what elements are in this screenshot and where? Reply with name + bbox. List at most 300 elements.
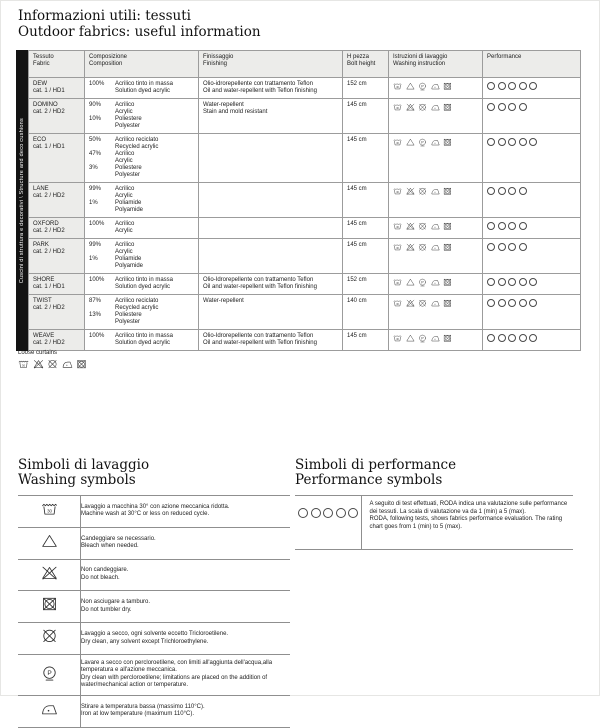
fabric-cell bbox=[29, 78, 85, 99]
composition-entry bbox=[89, 165, 194, 179]
performance-circle bbox=[487, 334, 495, 342]
dry-clean-x-icon bbox=[418, 187, 427, 195]
performance-cell bbox=[483, 295, 581, 330]
composition-name-en: Acrylic bbox=[115, 158, 133, 164]
fabric-name: TWIST bbox=[33, 298, 52, 304]
symbol-description-it: Stirare a temperatura bassa (massimo 110°C). bbox=[81, 703, 205, 710]
composition-pct: 1% bbox=[89, 256, 98, 262]
bolt-height-value: 145 cm bbox=[347, 186, 367, 192]
svg-text:30: 30 bbox=[396, 339, 399, 342]
symbol-description-cell bbox=[81, 527, 291, 559]
fabrics-table bbox=[28, 50, 581, 351]
symbol-description-cell bbox=[81, 623, 291, 655]
composition-names bbox=[115, 277, 194, 291]
column-header-it: Istruzioni di lavaggio bbox=[393, 54, 448, 60]
bleach-icon bbox=[406, 334, 415, 342]
column-header bbox=[483, 51, 581, 78]
symbol-cell bbox=[18, 591, 81, 623]
performance-rating bbox=[487, 102, 576, 111]
finishing-en: Oil and water-repellent with Teflon finishing bbox=[203, 340, 317, 346]
bolt-height-cell bbox=[343, 99, 389, 134]
no-bleach-icon bbox=[406, 222, 415, 230]
composition-entry bbox=[89, 221, 194, 235]
column-header-it: Performance bbox=[487, 54, 522, 60]
bleach-icon bbox=[41, 533, 58, 549]
washing-instruction-cell bbox=[389, 239, 483, 274]
symbol-description-it: Lavaggio a macchina 30° con azione meccanica ridotta. bbox=[81, 503, 230, 510]
performance-circle bbox=[498, 278, 506, 286]
dry-clean-p-icon bbox=[418, 138, 427, 146]
fabric-name: LANE bbox=[33, 186, 49, 192]
iron-low-icon bbox=[431, 187, 440, 195]
washing-instruction-cell bbox=[389, 274, 483, 295]
composition-pct: 100% bbox=[89, 333, 105, 339]
composition-name-en: Acrylic bbox=[115, 193, 133, 199]
bolt-height-value: 152 cm bbox=[347, 277, 367, 283]
performance-circle bbox=[519, 138, 527, 146]
svg-text:30: 30 bbox=[396, 192, 399, 195]
dry-clean-x-icon bbox=[418, 103, 427, 111]
fabric-name: SHORE bbox=[33, 277, 55, 283]
composition-name-en: Recycled acrylic bbox=[115, 144, 159, 150]
composition-name-it: Acrilico tinto in massa bbox=[115, 81, 174, 87]
no-tumble-dry-icon bbox=[443, 138, 452, 146]
performance-circle bbox=[529, 299, 537, 307]
no-tumble-dry-icon bbox=[76, 359, 87, 369]
dry-clean-p-icon bbox=[418, 82, 427, 90]
washing-symbols-title-en: Washing symbols bbox=[18, 472, 136, 488]
composition-names bbox=[115, 256, 194, 270]
composition-names bbox=[115, 137, 194, 151]
washing-icon-strip bbox=[393, 81, 478, 90]
dry-clean-x-icon bbox=[418, 299, 427, 307]
composition-name-it: Acrilico bbox=[115, 221, 135, 227]
composition-names bbox=[115, 242, 194, 256]
fabrics-table-head bbox=[29, 51, 581, 78]
composition-entry bbox=[89, 186, 194, 200]
fabrics-table-section bbox=[16, 50, 580, 351]
composition-name-en: Polyester bbox=[115, 123, 141, 129]
composition-pct: 1% bbox=[89, 200, 98, 206]
performance-circle bbox=[529, 138, 537, 146]
iron-low-icon bbox=[431, 334, 440, 342]
composition-names bbox=[115, 102, 194, 116]
category-sidebar bbox=[16, 50, 28, 351]
wash-tub-30-icon bbox=[41, 501, 58, 517]
performance-cell bbox=[483, 218, 581, 239]
loose-curtains-label: Loose curtains bbox=[18, 350, 58, 356]
svg-text:30: 30 bbox=[396, 248, 399, 251]
composition-pct: 87% bbox=[89, 298, 102, 304]
composition-entry bbox=[89, 151, 194, 165]
composition-entry bbox=[89, 137, 194, 151]
composition-name-en: Solution dyed acrylic bbox=[115, 284, 171, 290]
dry-clean-p-icon bbox=[418, 334, 427, 342]
no-tumble-dry-icon bbox=[443, 82, 452, 90]
iron-low-icon bbox=[431, 243, 440, 251]
washing-instruction-cell bbox=[389, 330, 483, 351]
symbol-description-it: Candeggiare se necessario. bbox=[81, 535, 156, 542]
washing-symbol-row bbox=[18, 496, 290, 528]
performance-circle bbox=[498, 222, 506, 230]
composition-name-en: Recycled acrylic bbox=[115, 305, 159, 311]
composition-name-it: Acrilico reciclato bbox=[115, 298, 159, 304]
finishing-cell bbox=[199, 99, 343, 134]
column-header bbox=[389, 51, 483, 78]
column-header-it: Finissaggio bbox=[203, 54, 234, 60]
performance-circle bbox=[508, 334, 516, 342]
no-bleach-icon bbox=[406, 103, 415, 111]
page-title-it: Informazioni utili: tessuti bbox=[18, 8, 191, 24]
fabric-cell bbox=[29, 295, 85, 330]
dry-clean-p-icon bbox=[41, 665, 58, 681]
column-header-it: H pezza bbox=[347, 54, 370, 60]
composition-name-it: Poliamide bbox=[115, 256, 142, 262]
performance-symbols-title-it: Simboli di performance bbox=[295, 457, 457, 473]
composition-names bbox=[115, 333, 194, 347]
composition-pct: 100% bbox=[89, 221, 105, 227]
performance-symbols-title-en: Performance symbols bbox=[295, 472, 443, 488]
fabric-row-dew bbox=[29, 78, 581, 99]
washing-instruction-cell bbox=[389, 78, 483, 99]
bolt-height-cell bbox=[343, 78, 389, 99]
iron-low-icon bbox=[431, 82, 440, 90]
dry-clean-x-icon bbox=[418, 222, 427, 230]
column-header bbox=[85, 51, 199, 78]
bolt-height-cell bbox=[343, 134, 389, 183]
finishing-en: Oil and water-repellent with Teflon finishing bbox=[203, 88, 317, 94]
fabric-row-shore bbox=[29, 274, 581, 295]
performance-circle bbox=[508, 138, 516, 146]
washing-icon-strip bbox=[393, 277, 478, 286]
washing-symbols-title-it: Simboli di lavaggio bbox=[18, 457, 150, 473]
composition-name-en: Polyester bbox=[115, 319, 141, 325]
washing-instruction-cell bbox=[389, 183, 483, 218]
performance-circle bbox=[519, 82, 527, 90]
no-bleach-icon bbox=[41, 565, 58, 581]
performance-cell bbox=[483, 274, 581, 295]
composition-cell bbox=[85, 239, 199, 274]
symbol-description-en: Iron at low temperature (maximum 110°C). bbox=[81, 711, 194, 718]
performance-circle bbox=[487, 222, 495, 230]
performance-circle bbox=[519, 222, 527, 230]
washing-instruction-cell bbox=[389, 295, 483, 330]
no-tumble-dry-icon bbox=[443, 278, 452, 286]
fabric-row-lane bbox=[29, 183, 581, 218]
composition-entry bbox=[89, 200, 194, 214]
fabric-category: cat. 1 / HD1 bbox=[33, 284, 65, 290]
no-tumble-dry-icon bbox=[443, 187, 452, 195]
performance-rating bbox=[487, 137, 576, 146]
performance-circle bbox=[508, 187, 516, 195]
washing-symbol-row bbox=[18, 591, 290, 623]
performance-rating bbox=[487, 277, 576, 286]
finishing-it: Water-repellent bbox=[203, 298, 244, 304]
washing-symbols-section bbox=[18, 458, 290, 728]
iron-low-icon bbox=[431, 138, 440, 146]
bolt-height-cell bbox=[343, 239, 389, 274]
fabric-category: cat. 2 / HD2 bbox=[33, 305, 65, 311]
svg-text:P: P bbox=[421, 140, 424, 145]
performance-circle bbox=[508, 103, 516, 111]
composition-name-en: Acrylic bbox=[115, 228, 133, 234]
washing-icon-strip bbox=[393, 102, 478, 111]
composition-name-en: Polyamide bbox=[115, 207, 144, 213]
dry-clean-x-icon bbox=[47, 359, 58, 369]
symbol-description-cell bbox=[81, 496, 291, 528]
performance-circle bbox=[529, 334, 537, 342]
symbol-description-cell bbox=[81, 654, 291, 695]
iron-low-icon bbox=[431, 299, 440, 307]
dry-clean-p-icon bbox=[418, 278, 427, 286]
composition-name-en: Polyester bbox=[115, 172, 141, 178]
symbol-description-it: Non asciugare a tamburo. bbox=[81, 599, 151, 606]
performance-description-en: RODA, following tests, shows fabrics performance evaluation. The rating chart goes from 1 (min) to 5 (max). bbox=[369, 516, 563, 530]
washing-symbols-table-body bbox=[18, 496, 290, 728]
wash-tub-30-icon bbox=[18, 359, 29, 369]
no-tumble-dry-icon bbox=[443, 103, 452, 111]
performance-rating bbox=[487, 333, 576, 342]
performance-cell bbox=[483, 78, 581, 99]
washing-symbols-table bbox=[18, 495, 290, 728]
bolt-height-value: 145 cm bbox=[347, 333, 367, 339]
fabric-row-weave bbox=[29, 330, 581, 351]
fabric-category: cat. 2 / HD2 bbox=[33, 249, 65, 255]
performance-description-cell bbox=[361, 496, 573, 550]
performance-circle bbox=[498, 299, 506, 307]
bolt-height-value: 145 cm bbox=[347, 137, 367, 143]
iron-low-icon bbox=[62, 359, 73, 369]
fabric-cell bbox=[29, 218, 85, 239]
composition-name-it: Poliestere bbox=[115, 165, 142, 171]
performance-circle bbox=[519, 299, 527, 307]
svg-text:30: 30 bbox=[396, 87, 399, 90]
composition-name-en: Acrylic bbox=[115, 109, 133, 115]
composition-cell bbox=[85, 134, 199, 183]
composition-name-en: Solution dyed acrylic bbox=[115, 88, 171, 94]
composition-name-en: Polyamide bbox=[115, 263, 144, 269]
bolt-height-value: 145 cm bbox=[347, 102, 367, 108]
washing-icon-strip bbox=[393, 221, 478, 230]
bolt-height-value: 145 cm bbox=[347, 221, 367, 227]
composition-cell bbox=[85, 330, 199, 351]
performance-scale-cell bbox=[295, 496, 361, 550]
wash-tub-30-icon bbox=[393, 187, 402, 195]
performance-symbols-section bbox=[295, 458, 573, 550]
composition-pct: 99% bbox=[89, 242, 102, 248]
wash-tub-30-icon bbox=[393, 243, 402, 251]
symbol-description-it: Lavare a secco con percloroetilene, con limiti all'aggiunta dell'acqua,alla temperatura e all'azione meccanica. bbox=[81, 659, 273, 674]
bleach-icon bbox=[406, 278, 415, 286]
performance-cell bbox=[483, 99, 581, 134]
bolt-height-value: 145 cm bbox=[347, 242, 367, 248]
performance-circle bbox=[487, 278, 495, 286]
composition-name-it: Acrilico bbox=[115, 151, 135, 157]
composition-entry bbox=[89, 312, 194, 326]
fabric-row-eco bbox=[29, 134, 581, 183]
svg-text:P: P bbox=[421, 336, 424, 341]
composition-pct: 47% bbox=[89, 151, 102, 157]
no-tumble-dry-icon bbox=[443, 334, 452, 342]
no-bleach-icon bbox=[406, 243, 415, 251]
no-tumble-dry-icon bbox=[41, 596, 58, 612]
symbol-cell bbox=[18, 527, 81, 559]
symbol-description-en: Dry clean, any solvent except Trichloroethylene. bbox=[81, 638, 209, 645]
finishing-cell bbox=[199, 183, 343, 218]
washing-instruction-cell bbox=[389, 99, 483, 134]
wash-tub-30-icon bbox=[393, 82, 402, 90]
wash-tub-30-icon bbox=[393, 103, 402, 111]
bleach-icon bbox=[406, 138, 415, 146]
performance-cell bbox=[483, 330, 581, 351]
column-header-en: Bolt height bbox=[347, 61, 376, 67]
composition-name-it: Poliestere bbox=[115, 116, 142, 122]
performance-circle bbox=[498, 334, 506, 342]
performance-circle bbox=[487, 187, 495, 195]
fabric-row-park bbox=[29, 239, 581, 274]
fabric-name: DEW bbox=[33, 81, 47, 87]
washing-icon-strip bbox=[393, 186, 478, 195]
performance-circle bbox=[498, 138, 506, 146]
performance-circle bbox=[323, 508, 333, 518]
no-bleach-icon bbox=[33, 359, 44, 369]
composition-pct: 90% bbox=[89, 102, 102, 108]
performance-circle bbox=[298, 508, 308, 518]
symbol-cell bbox=[18, 559, 81, 591]
performance-symbols-title bbox=[295, 458, 573, 488]
performance-rating bbox=[487, 298, 576, 307]
composition-cell bbox=[85, 99, 199, 134]
performance-rating bbox=[487, 242, 576, 251]
bolt-height-cell bbox=[343, 330, 389, 351]
performance-circle bbox=[348, 508, 358, 518]
fabric-name: DOMINO bbox=[33, 102, 58, 108]
iron-low-icon bbox=[431, 103, 440, 111]
finishing-cell bbox=[199, 78, 343, 99]
iron-low-icon bbox=[431, 278, 440, 286]
composition-entry bbox=[89, 277, 194, 291]
wash-tub-30-icon bbox=[393, 299, 402, 307]
composition-entry bbox=[89, 298, 194, 312]
performance-circle bbox=[498, 103, 506, 111]
composition-cell bbox=[85, 78, 199, 99]
composition-entry bbox=[89, 256, 194, 270]
performance-circle bbox=[487, 138, 495, 146]
fabric-cell bbox=[29, 134, 85, 183]
composition-names bbox=[115, 200, 194, 214]
svg-text:30: 30 bbox=[396, 108, 399, 111]
washing-symbol-row bbox=[18, 527, 290, 559]
fabrics-header-row bbox=[29, 51, 581, 78]
symbol-cell bbox=[18, 654, 81, 695]
performance-circle bbox=[519, 187, 527, 195]
svg-text:P: P bbox=[421, 84, 424, 89]
washing-icon-strip bbox=[393, 333, 478, 342]
composition-pct: 10% bbox=[89, 116, 102, 122]
washing-icon-strip bbox=[393, 242, 478, 251]
performance-circle bbox=[487, 82, 495, 90]
performance-circle bbox=[487, 243, 495, 251]
finishing-cell bbox=[199, 134, 343, 183]
composition-names bbox=[115, 312, 194, 326]
composition-cell bbox=[85, 183, 199, 218]
symbol-cell bbox=[18, 623, 81, 655]
performance-rating bbox=[487, 81, 576, 90]
fabrics-table-body bbox=[29, 78, 581, 351]
iron-low-icon bbox=[431, 222, 440, 230]
composition-names bbox=[115, 221, 194, 235]
fabric-name: WEAVE bbox=[33, 333, 55, 339]
column-header bbox=[343, 51, 389, 78]
column-header-en: Composition bbox=[89, 61, 123, 67]
column-header-en: Washing instruction bbox=[393, 61, 446, 67]
fabric-category: cat. 2 / HD2 bbox=[33, 340, 65, 346]
fabric-cell bbox=[29, 99, 85, 134]
no-tumble-dry-icon bbox=[443, 299, 452, 307]
bolt-height-value: 140 cm bbox=[347, 298, 367, 304]
performance-cell bbox=[483, 183, 581, 218]
symbol-description-en: Bleach when needed. bbox=[81, 543, 139, 550]
composition-entry bbox=[89, 102, 194, 116]
finishing-it: Olio-Idrorepellente con trattamento Teflon bbox=[203, 277, 314, 283]
iron-low-icon bbox=[41, 701, 58, 717]
washing-symbol-row bbox=[18, 559, 290, 591]
fabric-cell bbox=[29, 274, 85, 295]
page-title-en: Outdoor fabrics: useful information bbox=[18, 24, 261, 40]
finishing-it: Olio-idrorepellente con trattamento Teflon bbox=[203, 81, 313, 87]
bolt-height-cell bbox=[343, 274, 389, 295]
composition-name-it: Acrilico bbox=[115, 102, 135, 108]
finishing-cell bbox=[199, 239, 343, 274]
loose-curtains-icons bbox=[18, 359, 87, 369]
fabric-cell bbox=[29, 183, 85, 218]
bolt-height-cell bbox=[343, 183, 389, 218]
composition-pct: 100% bbox=[89, 81, 105, 87]
bolt-height-cell bbox=[343, 218, 389, 239]
category-sidebar-label: Cuscini di struttura e decorativi \ Structure and deco cushions bbox=[19, 117, 25, 284]
composition-name-it: Acrilico tinto in massa bbox=[115, 333, 174, 339]
dry-clean-x-icon bbox=[418, 243, 427, 251]
performance-circle bbox=[519, 243, 527, 251]
composition-names bbox=[115, 165, 194, 179]
composition-entry bbox=[89, 242, 194, 256]
washing-icon-strip bbox=[393, 137, 478, 146]
symbol-cell bbox=[18, 496, 81, 528]
fabric-category: cat. 2 / HD2 bbox=[33, 109, 65, 115]
symbol-description-cell bbox=[81, 695, 291, 727]
finishing-it: Olio-Idrorepellente con trattamento Teflon bbox=[203, 333, 314, 339]
svg-text:P: P bbox=[46, 669, 52, 677]
bleach-icon bbox=[406, 82, 415, 90]
svg-text:30: 30 bbox=[396, 143, 399, 146]
performance-circle bbox=[498, 243, 506, 251]
performance-circle bbox=[508, 299, 516, 307]
finishing-it: Water-repellent bbox=[203, 102, 244, 108]
performance-circle bbox=[508, 278, 516, 286]
composition-pct: 50% bbox=[89, 137, 102, 143]
composition-names bbox=[115, 298, 194, 312]
composition-name-en: Acrylic bbox=[115, 249, 133, 255]
column-header bbox=[29, 51, 85, 78]
svg-text:P: P bbox=[421, 280, 424, 285]
performance-circle bbox=[508, 82, 516, 90]
fabric-name: ECO bbox=[33, 137, 47, 143]
composition-name-it: Acrilico bbox=[115, 242, 135, 248]
performance-description-it: A seguito di test effettuati, RODA indica una valutazione sulle performance dei tessuti. La scala di valutazione va da 1 (min) a 5 (max). bbox=[369, 501, 568, 515]
performance-symbols-row bbox=[295, 496, 573, 550]
svg-text:30: 30 bbox=[46, 508, 52, 514]
performance-scale-circles bbox=[298, 507, 360, 518]
